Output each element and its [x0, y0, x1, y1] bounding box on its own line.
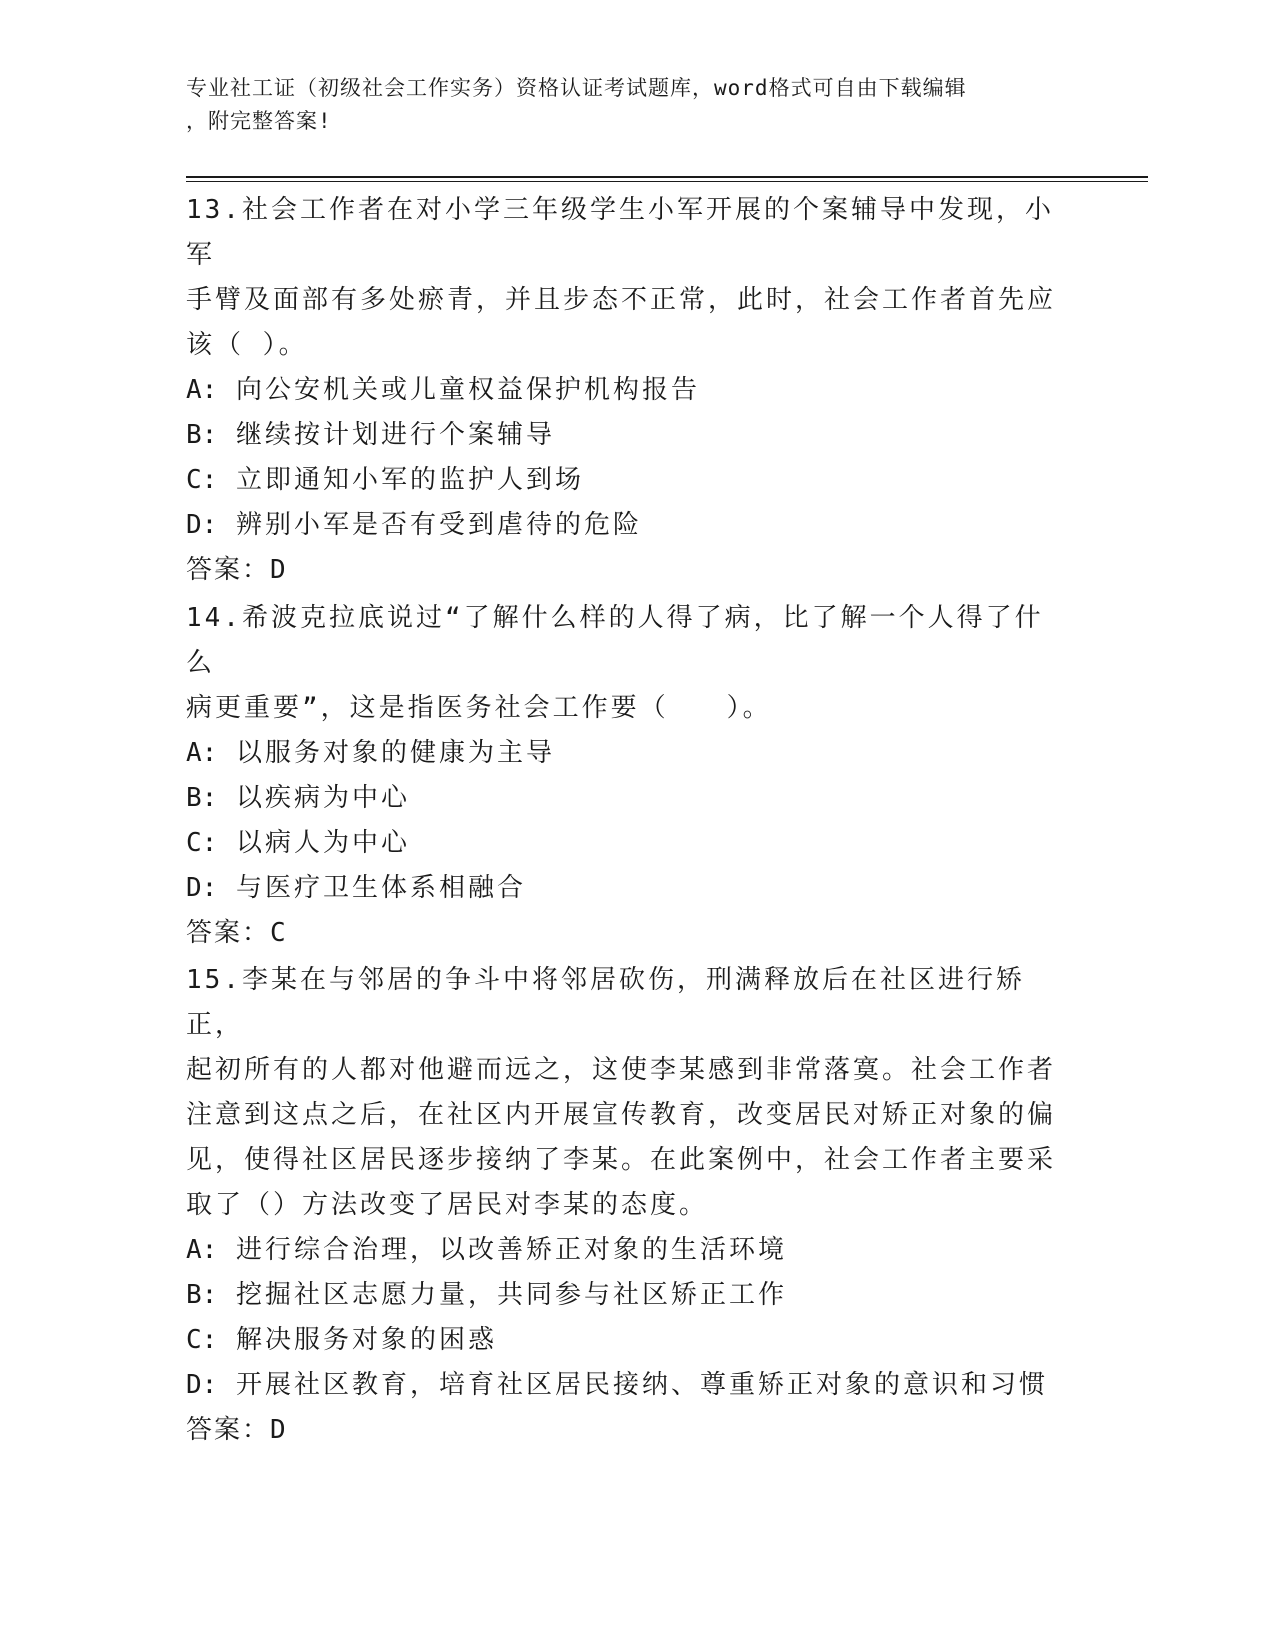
document-header: [186, 72, 1066, 138]
option-b: [186, 1273, 1066, 1318]
question-stem-line: 手臂及面部有多处瘀青，并且步态不正常，此时，社会工作者首先应: [186, 285, 1057, 315]
option-text: 以疾病为中心: [235, 783, 410, 813]
option-text: 立即通知小军的监护人到场: [235, 465, 584, 495]
option-text: 向公安机关或儿童权益保护机构报告: [235, 375, 700, 405]
option-c: [186, 458, 1066, 503]
option-key: B:: [186, 1280, 218, 1310]
answer-label: 答案：: [186, 918, 271, 948]
option-d: [186, 1363, 1066, 1408]
question-stem-line: 15.李某在与邻居的争斗中将邻居砍伤，刑满释放后在社区进行矫正，: [186, 965, 1025, 1040]
question-13: [186, 188, 1066, 593]
option-b: [186, 413, 1066, 458]
header-divider-thick: [186, 176, 1148, 178]
answer-line: [186, 548, 1066, 593]
answer-value: C: [270, 918, 286, 948]
option-text: 解决服务对象的困惑: [235, 1325, 497, 1355]
option-key: A:: [186, 375, 218, 405]
option-text: 与医疗卫生体系相融合: [235, 873, 526, 903]
option-text: 继续按计划进行个案辅导: [235, 420, 555, 450]
header-line-2: ，附完整答案!: [186, 109, 332, 133]
question-stem-line: 病更重要”，这是指医务社会工作要（ ）。: [186, 693, 772, 723]
option-b: [186, 776, 1066, 821]
option-key: A:: [186, 1235, 218, 1265]
option-text: 以服务对象的健康为主导: [235, 738, 555, 768]
question-stem-line: 该（ ）。: [186, 330, 308, 360]
header-line-1: 专业社工证（初级社会工作实务）资格认证考试题库，word格式可自由下载编辑: [186, 76, 967, 100]
option-key: C:: [186, 828, 218, 858]
option-d: [186, 503, 1066, 548]
option-key: C:: [186, 1325, 218, 1355]
option-key: C:: [186, 465, 218, 495]
option-c: [186, 1318, 1066, 1363]
option-key: D:: [186, 1370, 218, 1400]
option-d: [186, 866, 1066, 911]
question-stem-line: 注意到这点之后，在社区内开展宣传教育，改变居民对矫正对象的偏: [186, 1100, 1057, 1130]
option-text: 进行综合治理，以改善矫正对象的生活环境: [235, 1235, 787, 1265]
option-key: A:: [186, 738, 218, 768]
answer-value: D: [270, 555, 286, 585]
option-text: 开展社区教育，培育社区居民接纳、尊重矫正对象的意识和习惯: [235, 1370, 1048, 1400]
question-stem-line: 14.希波克拉底说过“了解什么样的人得了病，比了解一个人得了什么: [186, 603, 1044, 678]
question-stem-line: 起初所有的人都对他避而远之，这使李某感到非常落寞。社会工作者: [186, 1055, 1057, 1085]
header-divider-thin: [186, 181, 1148, 182]
option-a: [186, 368, 1066, 413]
option-key: D:: [186, 873, 218, 903]
option-c: [186, 821, 1066, 866]
option-text: 挖掘社区志愿力量，共同参与社区矫正工作: [235, 1280, 787, 1310]
option-text: 辨别小军是否有受到虐待的危险: [235, 510, 642, 540]
option-key: B:: [186, 420, 218, 450]
answer-label: 答案：: [186, 555, 271, 585]
answer-value: D: [270, 1415, 286, 1445]
question-15: [186, 958, 1066, 1453]
question-14: [186, 596, 1066, 956]
option-a: [186, 1228, 1066, 1273]
option-key: D:: [186, 510, 218, 540]
option-text: 以病人为中心: [235, 828, 410, 858]
question-stem-line: 13.社会工作者在对小学三年级学生小军开展的个案辅导中发现，小军: [186, 195, 1054, 270]
option-a: [186, 731, 1066, 776]
question-stem-line: 见，使得社区居民逐步接纳了李某。在此案例中，社会工作者主要采: [186, 1145, 1057, 1175]
answer-line: [186, 1408, 1066, 1453]
answer-label: 答案：: [186, 1415, 271, 1445]
question-stem-line: 取了（）方法改变了居民对李某的态度。: [186, 1190, 709, 1220]
answer-line: [186, 911, 1066, 956]
option-key: B:: [186, 783, 218, 813]
